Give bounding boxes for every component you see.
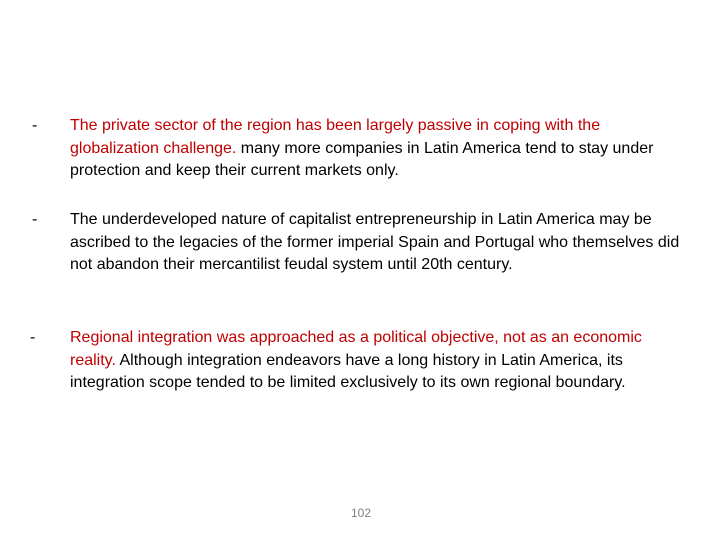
bullet-body-text: Although integration endeavors have a long history in Latin America, its integration scope tended to be limited exclusively to its own regional boundary. [70,351,626,391]
bullet-marker: - [32,117,38,134]
bullet-text [70,115,686,183]
bullet-body-text: many more companies in Latin America tend to stay under protection and keep their current markets only. [70,139,654,179]
bullet-text [70,209,686,277]
page-number: 102 [350,506,372,520]
bullet-item-entrepreneurship [26,209,686,277]
bullet-highlight-text: The private sector of the region has been largely passive in coping with the globalization challenge. [70,117,601,157]
bullet-highlight-text: Regional integration was approached as a political objective, not as an economic reality. [70,329,642,369]
bullet-marker: - [32,211,38,228]
bullet-item-private-sector [26,115,686,183]
bullet-text [70,327,686,395]
bullet-marker: - [30,329,36,346]
bullet-body-text: The underdeveloped nature of capitalist entrepreneurship in Latin America may be ascribed to the legacies of the former imperial Spain and Portugal who themselves did not abandon their mercantilist feudal system until 20th century. [70,211,680,273]
bullet-item-regional-integration [26,327,686,395]
